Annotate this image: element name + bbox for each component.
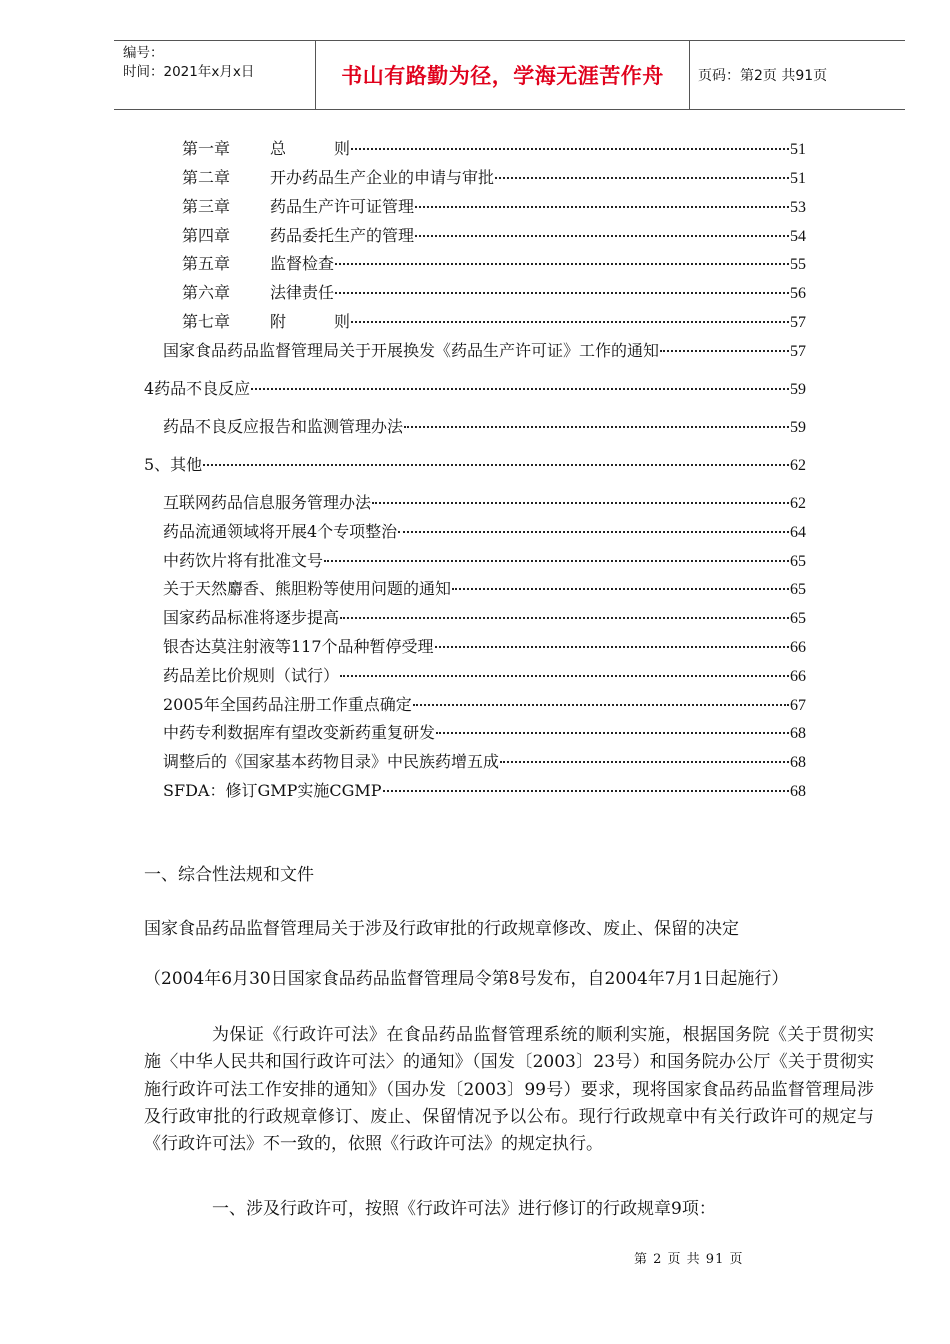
toc-entry[interactable] [163, 521, 806, 543]
toc-title: 监督检查 [270, 254, 335, 273]
toc-entry[interactable] [182, 196, 806, 218]
header-number-label: 编号： [123, 45, 164, 61]
toc-title: 总 则 [270, 139, 351, 158]
toc-page: 65 [790, 610, 806, 627]
toc-entry[interactable] [163, 340, 806, 362]
toc-leader [415, 235, 789, 237]
toc-entry[interactable] [163, 780, 806, 802]
toc-page: 68 [790, 754, 806, 771]
toc-leader [435, 646, 789, 648]
toc-entry[interactable] [182, 311, 806, 333]
toc-leader [413, 704, 789, 706]
toc-chapter: 第四章 [182, 226, 231, 245]
toc-entry[interactable] [182, 167, 806, 189]
toc-title: 药品委托生产的管理 [270, 226, 415, 245]
toc-chapter: 第二章 [182, 168, 231, 187]
toc-entry[interactable] [163, 751, 806, 773]
toc-title: 互联网药品信息服务管理办法 [163, 493, 372, 512]
toc-page: 59 [790, 381, 806, 398]
toc-leader [436, 732, 789, 734]
toc-page: 65 [790, 581, 806, 598]
toc-title: 中药专利数据库有望改变新药重复研发 [163, 723, 436, 742]
toc-title: 关于天然麝香、熊胆粉等使用问题的通知 [163, 579, 452, 598]
toc-chapter: 第一章 [182, 139, 231, 158]
header-page-info: 页码：第2页 共91页 [698, 68, 828, 84]
toc-title: 开办药品生产企业的申请与审批 [270, 168, 495, 187]
header-time-label: 时间：2021年x月x日 [123, 64, 255, 80]
toc-entry[interactable] [182, 282, 806, 304]
toc-chapter: 第五章 [182, 254, 231, 273]
toc-page: 68 [790, 783, 806, 800]
toc-leader [251, 388, 789, 390]
section-heading: 一、综合性法规和文件 [144, 865, 314, 885]
toc-entry[interactable] [163, 607, 806, 629]
toc-leader [335, 292, 789, 294]
toc-title: 银杏达莫注射液等117个品种暂停受理 [163, 637, 434, 656]
document-title: 国家食品药品监督管理局关于涉及行政审批的行政规章修改、废止、保留的决定 [144, 919, 739, 939]
toc-entry[interactable] [163, 694, 806, 716]
toc-page: 54 [790, 228, 806, 245]
toc-leader [372, 502, 789, 504]
toc-title: 国家食品药品监督管理局关于开展换发《药品生产许可证》工作的通知 [163, 341, 660, 360]
toc-entry[interactable] [144, 454, 806, 476]
toc-title: 调整后的《国家基本药物目录》中民族药增五成 [163, 752, 500, 771]
toc-entry[interactable] [163, 722, 806, 744]
toc-title: 药品生产许可证管理 [270, 197, 415, 216]
toc-entry[interactable] [163, 665, 806, 687]
toc-entry[interactable] [182, 253, 806, 275]
toc-leader [324, 560, 789, 562]
toc-entry[interactable] [182, 138, 806, 160]
toc-chapter: 第三章 [182, 197, 231, 216]
toc-entry[interactable] [163, 416, 806, 438]
toc-entry[interactable] [163, 550, 806, 572]
toc-title: 国家药品标准将逐步提高 [163, 608, 340, 627]
toc-title: 4药品不良反应 [144, 379, 251, 398]
toc-page: 59 [790, 419, 806, 436]
toc-title: 法律责任 [270, 283, 335, 302]
item-one: 一、涉及行政许可，按照《行政许可法》进行修订的行政规章9项： [212, 1199, 716, 1219]
toc-page: 56 [790, 285, 806, 302]
toc-page: 66 [790, 668, 806, 685]
page-header [114, 40, 905, 110]
toc-leader [351, 321, 789, 323]
toc-leader [340, 617, 789, 619]
toc-page: 64 [790, 524, 806, 541]
toc-entry[interactable] [163, 492, 806, 514]
toc-page: 67 [790, 697, 806, 714]
toc-page: 62 [790, 457, 806, 474]
toc-leader [203, 464, 789, 466]
toc-page: 65 [790, 553, 806, 570]
toc-entry[interactable] [144, 378, 806, 400]
toc-page: 55 [790, 256, 806, 273]
toc-leader [500, 761, 789, 763]
toc-title: 中药饮片将有批准文号 [163, 551, 324, 570]
toc-page: 51 [790, 170, 806, 187]
toc-leader [452, 588, 789, 590]
toc-leader [340, 675, 789, 677]
toc-entry[interactable] [163, 578, 806, 600]
header-meta [114, 41, 316, 109]
toc-title: SFDA：修订GMP实施CGMP [163, 781, 382, 800]
toc-leader [335, 263, 789, 265]
toc-entry[interactable] [163, 636, 806, 658]
toc-page: 57 [790, 343, 806, 360]
toc-leader [415, 206, 789, 208]
toc-leader [660, 350, 789, 352]
toc-title: 药品流通领域将开展4个专项整治 [163, 522, 398, 541]
toc-page: 53 [790, 199, 806, 216]
page-footer: 第 2 页 共 91 页 [634, 1252, 744, 1267]
toc-page: 68 [790, 725, 806, 742]
toc-leader [404, 426, 789, 428]
toc-entry[interactable] [182, 225, 806, 247]
toc-page: 57 [790, 314, 806, 331]
toc-title: 2005年全国药品注册工作重点确定 [163, 695, 412, 714]
header-motto: 书山有路勤为径，学海无涯苦作舟 [316, 41, 690, 109]
toc-title: 5、其他 [144, 455, 203, 474]
toc-leader [495, 177, 789, 179]
toc-title: 药品差比价规则（试行） [163, 666, 340, 685]
toc-leader [383, 790, 789, 792]
toc-title: 附 则 [270, 312, 351, 331]
toc-title: 药品不良反应报告和监测管理办法 [163, 417, 404, 436]
toc-leader [351, 148, 789, 150]
toc-page: 66 [790, 639, 806, 656]
toc-leader [398, 531, 789, 533]
issue-note: （2004年6月30日国家食品药品监督管理局令第8号发布，自2004年7月1日起施行） [144, 969, 789, 989]
toc-chapter: 第六章 [182, 283, 231, 302]
toc-chapter: 第七章 [182, 312, 231, 331]
toc-page: 51 [790, 141, 806, 158]
toc-page: 62 [790, 495, 806, 512]
body-paragraph: 为保证《行政许可法》在食品药品监督管理系统的顺利实施，根据国务院《关于贯彻实施〈中华人民共和国行政许可法〉的通知》（国发〔2003〕23号）和国务院办公厅《关于贯彻实施行政许可法工作安排的通知》（国办发〔2003〕99号）要求，现将国家食品药品监督管理局涉及行政审批的行政规章修订、废止、保留情况予以公布。现行行政规章中有关行政许可的规定与《行政许可法》不一致的，依照《行政许可法》的规定执行。 [144, 1025, 874, 1155]
